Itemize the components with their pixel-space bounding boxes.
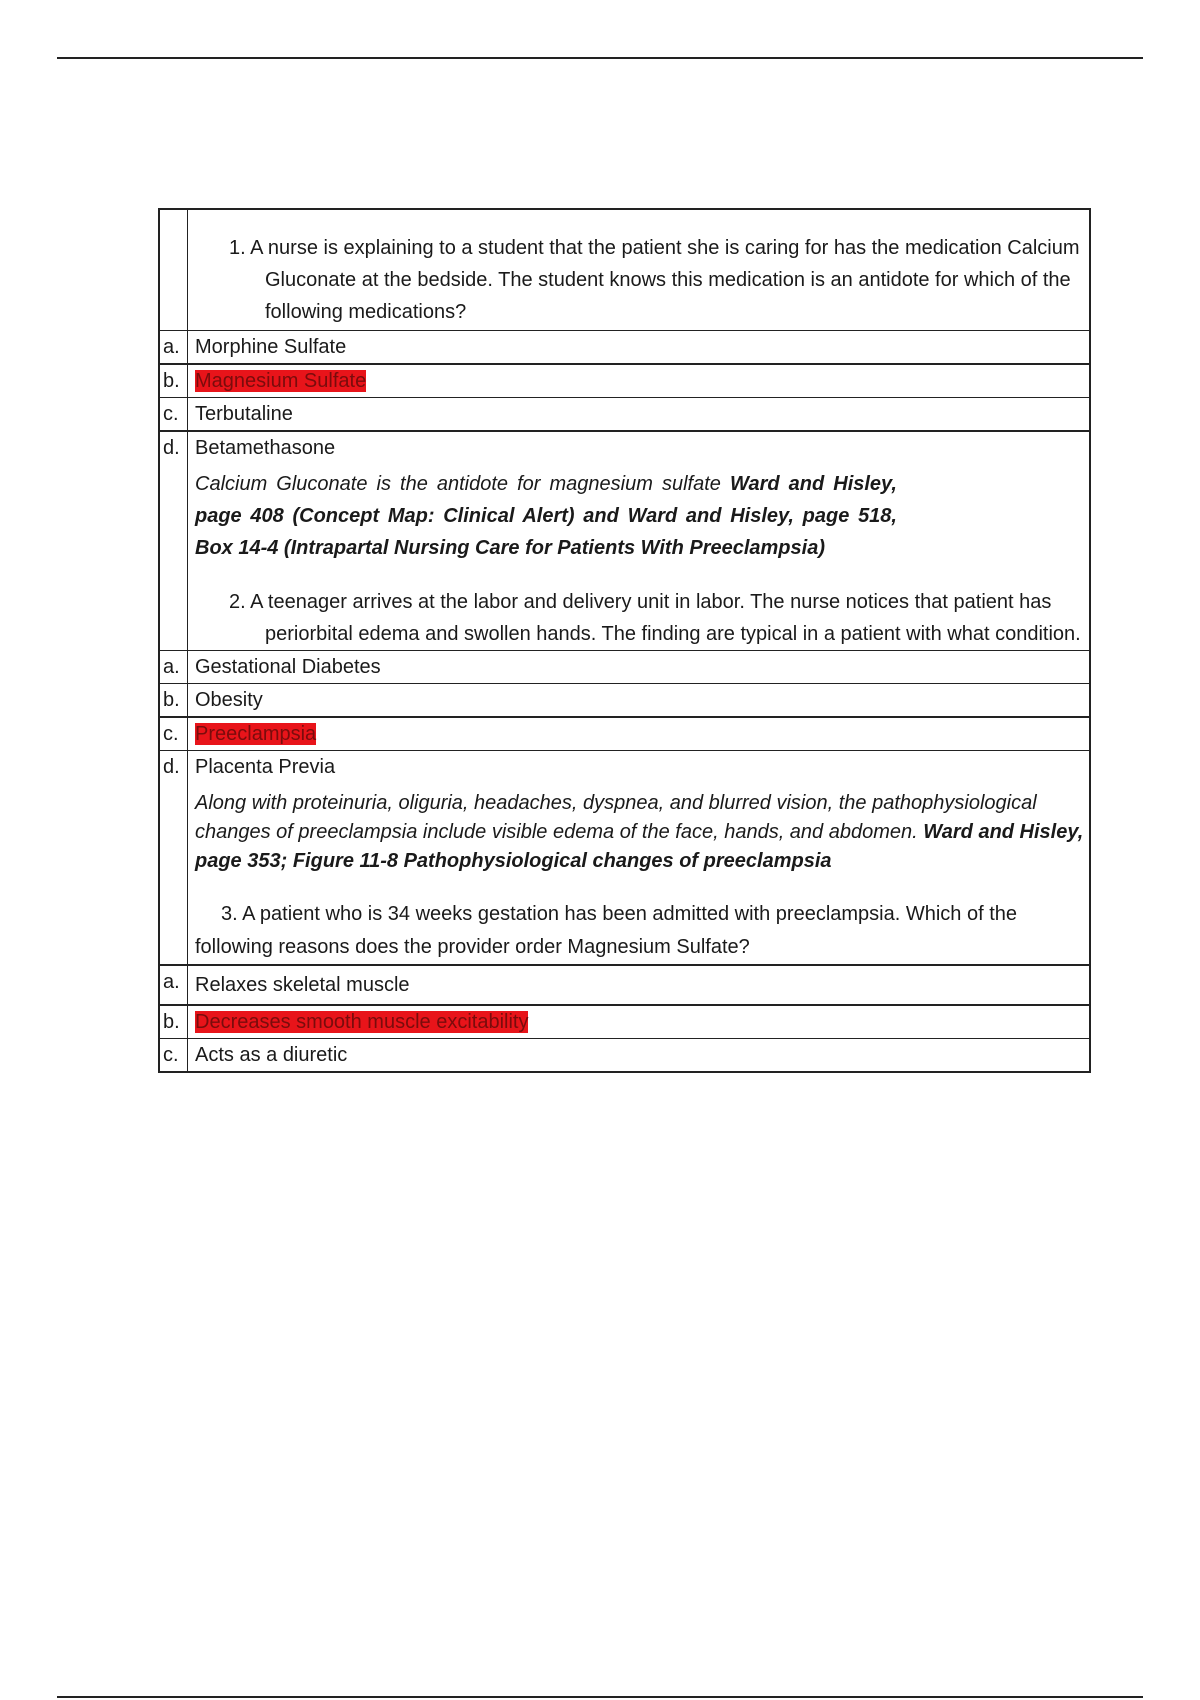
question-stem: 3. A patient who is 34 weeks gestation has been admitted with preeclampsia. Which of the following reasons does the provider order Magnesium Sulfate? [195, 903, 1018, 958]
option-text: Relaxes skeletal muscle [195, 974, 410, 996]
option-row [160, 330, 1089, 363]
option-row [160, 1038, 1089, 1071]
rationale [195, 464, 897, 564]
option-text: Gestational Diabetes [195, 656, 381, 678]
rationale-reference: Ward and Hisley, page 353; Figure 11-8 Pathophysiological changes of preeclampsia [195, 821, 1084, 872]
option-row [160, 716, 1089, 750]
option-text: Obesity [195, 689, 263, 711]
option-row [160, 1004, 1089, 1038]
option-letter: b. [160, 684, 188, 716]
option-text: Betamethasone [195, 437, 336, 459]
option-letter: a. [160, 331, 188, 363]
option-row [160, 964, 1089, 1004]
rationale [195, 783, 1085, 876]
option-letter: b. [160, 1006, 188, 1038]
option-row [160, 683, 1089, 716]
option-text: Placenta Previa [195, 756, 336, 778]
option-letter: d. [160, 432, 188, 650]
option-letter: b. [160, 365, 188, 397]
footer-rule [57, 1696, 1143, 1698]
rationale-reference: Ward and Hisley, page 408 (Concept Map: Clinical Alert) and Ward and Hisley, page 518, Box 14-4 (Intrapartal Nursing Care for Patients With Preeclampsia) [195, 473, 897, 559]
option-row [160, 397, 1089, 430]
option-text: Terbutaline [195, 403, 293, 425]
correct-answer-highlight: Decreases smooth muscle excitability [195, 1011, 529, 1033]
option-letter: a. [160, 651, 188, 683]
option-row [160, 750, 1089, 964]
quiz-table [158, 208, 1091, 1073]
question-row [160, 210, 1089, 330]
option-text: Acts as a diuretic [195, 1044, 348, 1066]
option-row [160, 650, 1089, 683]
option-letter: c. [160, 1039, 188, 1071]
row-label [160, 210, 188, 330]
option-letter: c. [160, 718, 188, 750]
option-row [160, 430, 1089, 650]
header-rule [57, 57, 1143, 59]
correct-answer-highlight: Magnesium Sulfate [195, 370, 367, 392]
correct-answer-highlight: Preeclampsia [195, 723, 317, 745]
option-letter: d. [160, 751, 188, 964]
option-row [160, 363, 1089, 397]
rationale-text: Calcium Gluconate is the antidote for magnesium sulfate [195, 473, 730, 495]
option-letter: a. [160, 966, 188, 1004]
question-stem: 2. A teenager arrives at the labor and delivery unit in labor. The nurse notices that patient has periorbital edema and swollen hands. The finding are typical in a patient with what condition. [229, 591, 1081, 645]
option-text: Morphine Sulfate [195, 336, 347, 358]
option-letter: c. [160, 398, 188, 430]
rationale-text: Along with proteinuria, oliguria, headaches, dyspnea, and blurred vision, the pathophysiological changes of preeclampsia include visible edema of the face, hands, and abdomen. [195, 792, 1037, 843]
question-stem: 1. A nurse is explaining to a student that the patient she is caring for has the medication Calcium Gluconate at the bedside. The student knows this medication is an antidote for which of the following medications? [229, 237, 1080, 323]
